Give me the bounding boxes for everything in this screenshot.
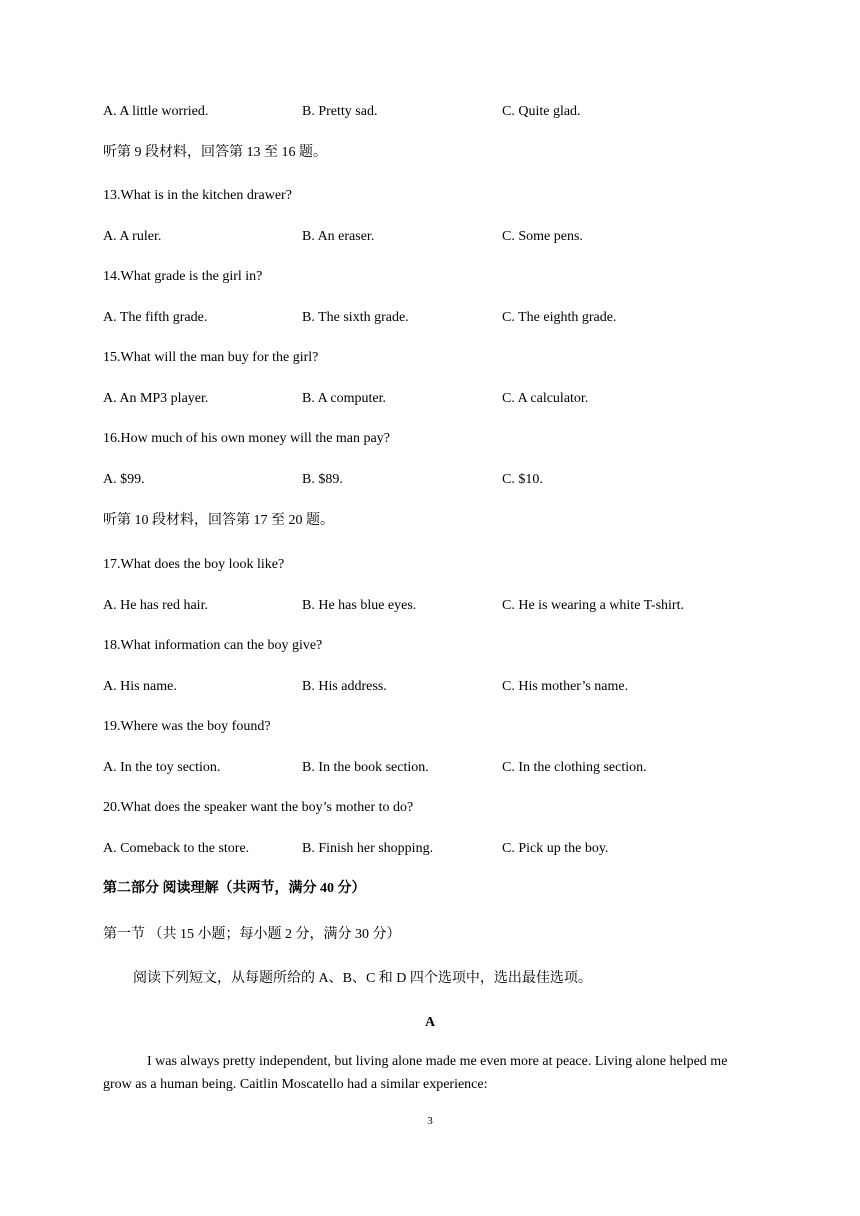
question-13: 13.What is in the kitchen drawer? — [103, 188, 292, 203]
q13-option-b: B. An eraser. — [302, 229, 375, 244]
q20-option-b: B. Finish her shopping. — [302, 841, 434, 856]
q19-option-c: C. In the clothing section. — [502, 760, 647, 775]
q12-option-a: A. A little worried. — [103, 104, 209, 119]
passage-label: A — [424, 1015, 436, 1030]
q17-option-b: B. He has blue eyes. — [302, 598, 417, 613]
q14-option-b: B. The sixth grade. — [302, 310, 409, 325]
question-15: 15.What will the man buy for the girl? — [103, 350, 319, 365]
question-20: 20.What does the speaker want the boy’s mother to do? — [103, 800, 414, 815]
q16-option-b: B. $89. — [302, 472, 343, 487]
question-19: 19.Where was the boy found? — [103, 719, 271, 734]
section9-instruction: 听第 9 段材料，回答第 13 至 16 题。 — [103, 145, 327, 160]
q17-option-a: A. He has red hair. — [103, 598, 208, 613]
question-14: 14.What grade is the girl in? — [103, 269, 263, 284]
q12-option-c: C. Quite glad. — [502, 104, 581, 119]
q13-option-a: A. A ruler. — [103, 229, 162, 244]
reading-instruction: 阅读下列短文，从每题所给的 A、B、C 和 D 四个选项中，选出最佳选项。 — [133, 971, 592, 986]
q14-option-c: C. The eighth grade. — [502, 310, 617, 325]
part2-heading: 第二部分 阅读理解（共两节，满分 40 分） — [103, 881, 366, 896]
q18-option-a: A. His name. — [103, 679, 177, 694]
q20-option-a: A. Comeback to the store. — [103, 841, 250, 856]
q19-option-a: A. In the toy section. — [103, 760, 221, 775]
q13-option-c: C. Some pens. — [502, 229, 583, 244]
q15-option-a: A. An MP3 player. — [103, 391, 209, 406]
q17-option-c: C. He is wearing a white T-shirt. — [502, 598, 684, 613]
q16-option-c: C. $10. — [502, 472, 543, 487]
section10-instruction: 听第 10 段材料，回答第 17 至 20 题。 — [103, 513, 334, 528]
question-17: 17.What does the boy look like? — [103, 557, 285, 572]
passage-text: I was always pretty independent, but living alone made me even more at peace. Living alone helped me grow as a human being. Caitlin Moscatello had a similar experience: — [103, 1054, 728, 1092]
q19-option-b: B. In the book section. — [302, 760, 429, 775]
page-number: 3 — [427, 1115, 433, 1127]
q14-option-a: A. The fifth grade. — [103, 310, 208, 325]
part2-section1-heading: 第一节 （共 15 小题；每小题 2 分，满分 30 分） — [103, 927, 401, 942]
q15-option-c: C. A calculator. — [502, 391, 589, 406]
question-18: 18.What information can the boy give? — [103, 638, 323, 653]
q16-option-a: A. $99. — [103, 472, 145, 487]
q15-option-b: B. A computer. — [302, 391, 386, 406]
q18-option-c: C. His mother’s name. — [502, 679, 629, 694]
question-16: 16.How much of his own money will the man pay? — [103, 431, 390, 446]
q12-option-b: B. Pretty sad. — [302, 104, 378, 119]
q18-option-b: B. His address. — [302, 679, 387, 694]
q20-option-c: C. Pick up the boy. — [502, 841, 609, 856]
